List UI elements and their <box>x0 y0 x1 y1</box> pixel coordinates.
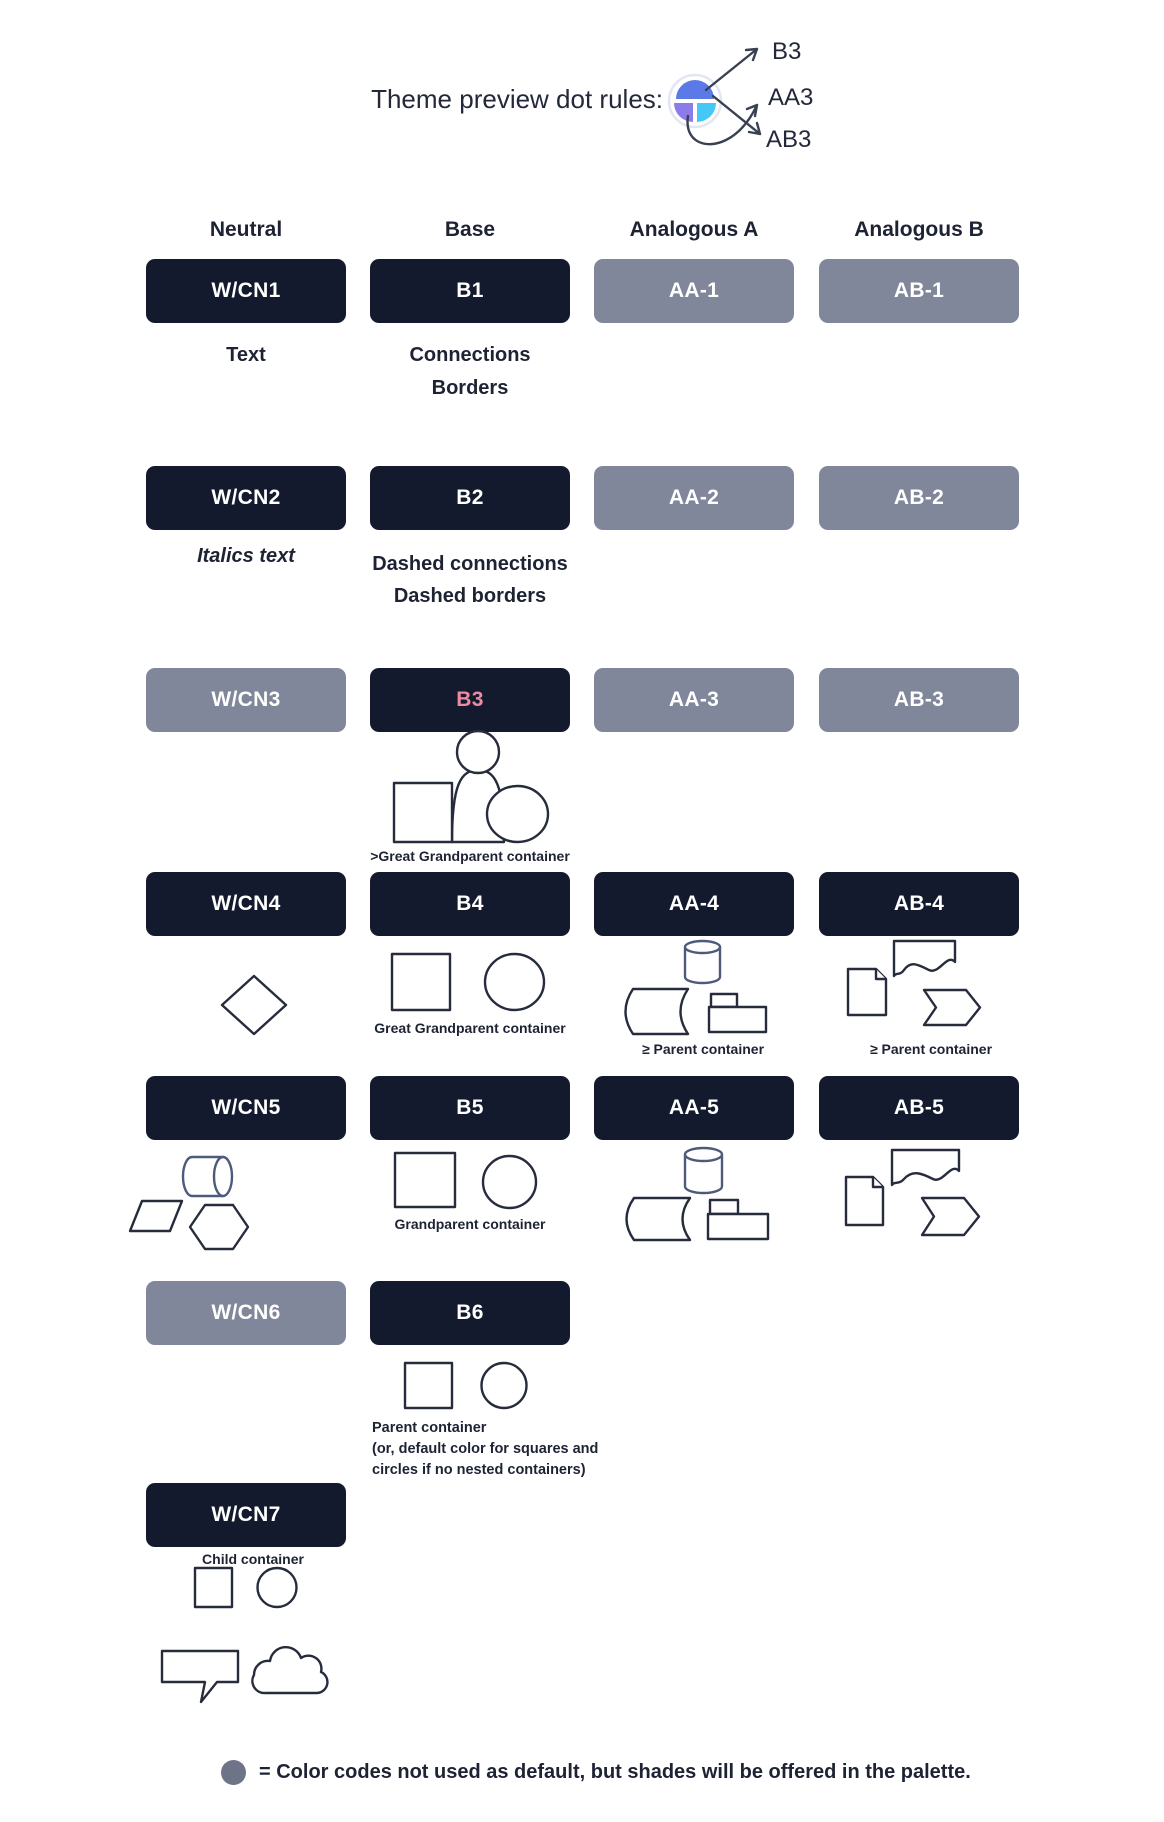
parallelogram-shape <box>130 1201 182 1231</box>
swatch-wcn3 <box>146 668 346 732</box>
circle-shape <box>487 786 548 842</box>
diamond-shape <box>222 976 286 1034</box>
actor-head-shape <box>457 731 499 773</box>
swatch-wcn5-label: W/CN5 <box>211 1096 281 1119</box>
square-shape <box>395 1153 455 1207</box>
swatch-wcn2-label: W/CN2 <box>211 486 281 509</box>
chevron-shape <box>924 990 980 1025</box>
document-fold <box>876 969 886 979</box>
swatch-b3-label: B3 <box>456 688 484 711</box>
aa4-shape-cluster <box>620 936 780 1036</box>
b6-caption-line2: (or, default color for squares and <box>372 1441 599 1457</box>
arrow-to-b3 <box>706 49 757 90</box>
circle-shape <box>483 1156 536 1208</box>
swatch-wcn1-label: W/CN1 <box>211 279 281 302</box>
b6-caption <box>372 1418 662 1481</box>
dot-rule-label-ab3: AB3 <box>766 126 812 153</box>
square-shape <box>195 1568 232 1607</box>
cylinder-top <box>685 941 720 953</box>
annotation-italics-text: Italics text <box>197 545 295 567</box>
wcn7-caption: Child container <box>202 1551 304 1567</box>
swatch-b1-label: B1 <box>456 279 484 302</box>
swatch-wcn1 <box>146 259 346 323</box>
swatch-wcn2 <box>146 466 346 530</box>
swatch-ab2 <box>819 466 1019 530</box>
ab4-caption: ≥ Parent container <box>869 1041 993 1057</box>
wavy-document-shape <box>892 1150 959 1185</box>
swatch-b6-label: B6 <box>456 1301 484 1324</box>
legend-text: = Color codes not used as default, but shades will be offered in the palette. <box>259 1761 971 1783</box>
cylinder-end <box>214 1157 232 1196</box>
swatch-aa4-label: AA-4 <box>668 892 720 915</box>
annotation-connections: Connections <box>409 344 531 366</box>
dot-rule-label-aa3: AA3 <box>768 84 814 111</box>
swatch-ab3-label: AB-3 <box>893 688 945 711</box>
aa5-shape-cluster <box>620 1143 780 1243</box>
dot-rule-label-b3: B3 <box>772 38 802 65</box>
wcn5-shape-cluster <box>120 1150 260 1255</box>
cloud-shape <box>252 1647 327 1693</box>
swatch-b2 <box>370 466 570 530</box>
stored-data-shape <box>627 1198 691 1240</box>
wcn7-shape-cluster-2 <box>155 1638 335 1708</box>
square-shape <box>392 954 450 1010</box>
circle-shape <box>485 954 544 1010</box>
swatch-aa3-label: AA-3 <box>668 688 720 711</box>
folder-shape <box>708 1214 768 1239</box>
folder-tab-shape <box>710 1200 738 1214</box>
aa4-caption: ≥ Parent container <box>641 1041 765 1057</box>
annotation-dashed-borders: Dashed borders <box>393 585 547 607</box>
wcn7-shape-cluster <box>190 1563 305 1613</box>
swatch-b4-label: B4 <box>456 892 484 915</box>
swatch-b6 <box>370 1281 570 1345</box>
column-header-analogous-a: Analogous A <box>629 218 759 241</box>
annotation-dashed-connections: Dashed connections <box>372 553 568 575</box>
annotation-borders: Borders <box>431 377 509 399</box>
swatch-wcn5 <box>146 1076 346 1140</box>
swatch-aa2-label: AA-2 <box>668 486 720 509</box>
swatch-wcn7-label: W/CN7 <box>211 1503 281 1526</box>
cylinder-top <box>685 1148 722 1161</box>
annotation-text: Text <box>226 344 266 366</box>
wcn4-shape-cluster <box>222 976 286 1034</box>
b3-caption: >Great Grandparent container <box>370 848 570 864</box>
swatch-wcn4-label: W/CN4 <box>211 892 281 915</box>
swatch-ab1 <box>819 259 1019 323</box>
swatch-aa1-label: AA-1 <box>668 279 720 302</box>
column-header-neutral: Neutral <box>209 218 283 241</box>
folder-tab-shape <box>711 994 737 1007</box>
swatch-wcn6 <box>146 1281 346 1345</box>
legend-dot-icon <box>221 1760 246 1785</box>
b3-shape-cluster <box>385 722 555 844</box>
circle-shape <box>482 1363 527 1408</box>
swatch-aa4 <box>594 872 794 936</box>
swatch-ab1-label: AB-1 <box>893 279 945 302</box>
document-fold <box>873 1177 883 1187</box>
swatch-ab4-label: AB-4 <box>893 892 945 915</box>
swatch-wcn4 <box>146 872 346 936</box>
ab4-shape-cluster <box>838 936 988 1036</box>
swatch-wcn7 <box>146 1483 346 1547</box>
swatch-aa1 <box>594 259 794 323</box>
swatch-ab4 <box>819 872 1019 936</box>
swatch-wcn6-label: W/CN6 <box>211 1301 281 1324</box>
hexagon-shape <box>190 1205 248 1249</box>
b4-caption: Great Grandparent container <box>374 1020 566 1036</box>
swatch-b4 <box>370 872 570 936</box>
page-title: Theme preview dot rules: <box>371 84 663 114</box>
square-shape <box>405 1363 452 1408</box>
swatch-ab5-label: AB-5 <box>893 1096 945 1119</box>
swatch-ab2-label: AB-2 <box>893 486 945 509</box>
swatch-aa5-label: AA-5 <box>668 1096 720 1119</box>
folder-shape <box>709 1007 766 1032</box>
swatch-ab3 <box>819 668 1019 732</box>
b5-caption: Grandparent container <box>394 1216 546 1232</box>
square-shape <box>394 783 452 842</box>
ab5-shape-cluster <box>838 1143 988 1243</box>
b5-shape-cluster <box>390 1148 545 1213</box>
circle-shape <box>258 1568 297 1607</box>
swatch-aa3 <box>594 668 794 732</box>
speech-bubble-shape <box>162 1651 238 1702</box>
swatch-b2-label: B2 <box>456 486 484 509</box>
stored-data-shape <box>626 989 689 1034</box>
swatch-aa5 <box>594 1076 794 1140</box>
chevron-shape <box>922 1198 979 1235</box>
swatch-b5-label: B5 <box>456 1096 484 1119</box>
b6-caption-line1: Parent container <box>372 1420 487 1436</box>
swatch-aa2 <box>594 466 794 530</box>
swatch-b1 <box>370 259 570 323</box>
wavy-document-shape <box>894 941 955 976</box>
b4-shape-cluster <box>385 948 555 1016</box>
b6-shape-cluster <box>400 1358 535 1413</box>
swatch-b5 <box>370 1076 570 1140</box>
swatch-ab5 <box>819 1076 1019 1140</box>
swatch-wcn3-label: W/CN3 <box>211 688 281 711</box>
column-header-base: Base <box>444 218 496 241</box>
column-header-analogous-b: Analogous B <box>854 218 984 241</box>
b6-caption-line3: circles if no nested containers) <box>372 1462 586 1478</box>
